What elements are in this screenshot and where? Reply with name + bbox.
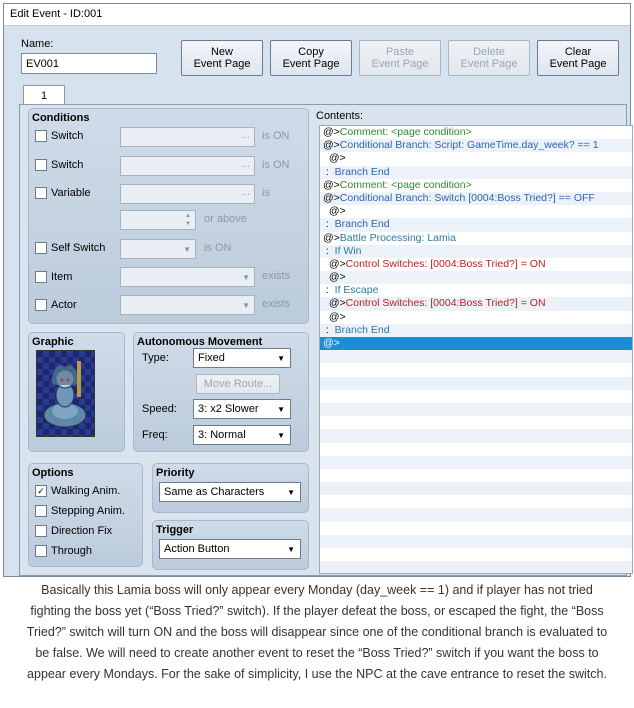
empty-line xyxy=(320,469,632,482)
command-text: Comment: <page condition> xyxy=(339,178,472,191)
delete-page-label-2: Event Page xyxy=(460,58,518,70)
command-prefix: @> xyxy=(323,297,346,310)
clear-page-label-2: Event Page xyxy=(549,58,607,70)
switch1-field[interactable] xyxy=(120,127,255,147)
switch1-checkbox[interactable] xyxy=(35,128,83,144)
self-switch-label: Self Switch xyxy=(51,242,106,254)
empty-line xyxy=(320,548,632,561)
clear-page-label-1: Clear xyxy=(564,46,592,58)
variable-field[interactable] xyxy=(120,184,255,204)
empty-line xyxy=(320,495,632,508)
checkbox-box xyxy=(35,525,47,537)
command-line[interactable] xyxy=(320,139,632,152)
caption-text: Basically this Lamia boss will only appear every Monday (day_week == 1) and if player has not tried fighting the boss yet (“Boss Tried?” switch). If the player defeat the boss, or escaped the fight, the “Boss Tried?” switch will turn ON and the boss will disappear since one of the conditional branch is evaluated to be false. We will need to create another event to reset the “Boss Tried?” switch if you want the boss to appear every Mondays. For the sake of simplicity, I use the NPC at the cave entrance to reset the switch. xyxy=(26,583,608,681)
self-switch-select[interactable] xyxy=(120,239,196,259)
command-prefix: : xyxy=(323,165,335,178)
command-prefix: : xyxy=(323,284,335,297)
trigger-title: Trigger xyxy=(156,524,194,536)
command-prefix: @> xyxy=(323,139,340,152)
chevron-down-icon: ▼ xyxy=(242,273,250,282)
speed-select[interactable] xyxy=(193,399,291,419)
command-prefix: : xyxy=(323,218,335,231)
paste-page-label-2: Event Page xyxy=(371,58,429,70)
conditions-panel xyxy=(28,108,309,324)
command-text: Battle Processing: Lamia xyxy=(339,231,456,244)
move-route-button[interactable]: Move Route... xyxy=(196,374,280,394)
command-prefix: @> xyxy=(323,231,340,244)
delete-page-label-1: Delete xyxy=(473,46,505,58)
new-event-page-button[interactable] xyxy=(181,40,263,76)
empty-line xyxy=(320,508,632,521)
empty-line xyxy=(320,377,632,390)
command-text: Branch End xyxy=(334,323,390,336)
command-line[interactable] xyxy=(320,258,632,271)
empty-line xyxy=(320,416,632,429)
command-prefix: @> xyxy=(323,191,340,204)
chevron-down-icon: ▼ xyxy=(277,431,285,440)
paste-event-page-button[interactable] xyxy=(359,40,441,76)
command-line[interactable] xyxy=(320,205,632,218)
command-prefix: @> xyxy=(323,126,340,138)
variable-checkbox[interactable] xyxy=(35,185,91,201)
checkbox-box xyxy=(35,130,47,142)
tab-page-1[interactable]: 1 xyxy=(23,85,65,105)
type-value: Fixed xyxy=(198,352,225,364)
command-line[interactable] xyxy=(320,166,632,179)
command-prefix: @> xyxy=(323,257,346,270)
command-text: Branch End xyxy=(334,218,390,231)
command-prefix: : xyxy=(323,323,335,336)
conditions-title: Conditions xyxy=(32,112,90,124)
graphic-title: Graphic xyxy=(32,336,74,348)
command-line[interactable] xyxy=(320,311,632,324)
command-text: If Escape xyxy=(334,284,379,297)
priority-select[interactable] xyxy=(159,482,301,502)
variable-suffix: is xyxy=(262,187,270,199)
options-panel xyxy=(28,463,143,567)
command-line[interactable] xyxy=(320,297,632,310)
checkbox-box xyxy=(35,485,47,497)
checkbox-box xyxy=(35,187,47,199)
contents-list[interactable] xyxy=(319,125,633,574)
command-line[interactable] xyxy=(320,192,632,205)
switch2-suffix: is ON xyxy=(262,159,290,171)
command-text: If Win xyxy=(334,244,362,257)
command-prefix: @> xyxy=(323,337,340,349)
checkbox-box xyxy=(35,242,47,254)
switch2-field[interactable] xyxy=(120,156,255,176)
actor-select[interactable] xyxy=(120,295,255,315)
command-text: Conditional Branch: Switch [0004:Boss Tried?] == OFF xyxy=(339,191,595,204)
command-prefix: : xyxy=(323,244,335,257)
empty-line xyxy=(320,561,632,574)
check-icon: ✓ xyxy=(37,485,45,496)
priority-panel xyxy=(152,463,309,513)
switch1-suffix: is ON xyxy=(262,130,290,142)
ellipsis-icon: ... xyxy=(241,130,250,141)
trigger-select[interactable] xyxy=(159,539,301,559)
checkbox-box xyxy=(35,159,47,171)
command-prefix: @> xyxy=(323,310,346,323)
type-label: Type: xyxy=(142,352,169,364)
self-switch-checkbox[interactable] xyxy=(35,240,105,256)
name-label: Name: xyxy=(21,38,54,50)
paste-page-label-1: Paste xyxy=(385,46,415,58)
command-line[interactable] xyxy=(320,271,632,284)
item-select[interactable] xyxy=(120,267,255,287)
edit-event-window xyxy=(3,3,631,577)
direction-fix-label: Direction Fix xyxy=(51,525,113,537)
stepping-anim-checkbox[interactable] xyxy=(35,503,125,519)
clear-event-page-button[interactable] xyxy=(537,40,619,76)
graphic-panel xyxy=(28,332,125,452)
new-page-label-1: New xyxy=(210,46,233,58)
item-label: Item xyxy=(51,271,73,283)
actor-checkbox[interactable] xyxy=(35,297,77,313)
command-text: Branch End xyxy=(334,165,390,178)
switch2-label: Switch xyxy=(51,159,84,171)
checkbox-box xyxy=(35,299,47,311)
freq-label: Freq: xyxy=(142,429,168,441)
chevron-down-icon: ▼ xyxy=(242,301,250,310)
through-checkbox[interactable] xyxy=(35,543,92,559)
event-graphic[interactable] xyxy=(36,350,95,437)
priority-title: Priority xyxy=(156,467,195,479)
name-input[interactable] xyxy=(21,53,157,74)
command-line[interactable] xyxy=(320,284,632,297)
copy-page-label-1: Copy xyxy=(298,46,324,58)
command-line[interactable] xyxy=(320,324,632,337)
spin-up-icon: ▲ xyxy=(185,213,191,219)
self-switch-suffix: is ON xyxy=(204,242,232,254)
command-line[interactable] xyxy=(320,152,632,165)
command-line[interactable] xyxy=(320,179,632,192)
command-prefix: @> xyxy=(323,178,340,191)
autonomous-movement-panel xyxy=(133,332,309,452)
command-line[interactable] xyxy=(320,337,632,350)
ellipsis-icon: ... xyxy=(241,187,250,198)
empty-line xyxy=(320,522,632,535)
speed-value: 3: x2 Slower xyxy=(198,403,259,415)
speed-label: Speed: xyxy=(142,403,177,415)
priority-value: Same as Characters xyxy=(164,486,265,498)
empty-line xyxy=(320,429,632,442)
walking-anim-checkbox[interactable] xyxy=(35,483,120,499)
empty-line xyxy=(320,363,632,376)
chevron-down-icon: ▼ xyxy=(287,545,295,554)
walking-anim-label: Walking Anim. xyxy=(51,485,121,497)
item-checkbox[interactable] xyxy=(35,269,72,285)
chevron-down-icon: ▼ xyxy=(287,488,295,497)
chevron-down-icon: ▼ xyxy=(277,405,285,414)
contents-label: Contents: xyxy=(316,110,364,122)
freq-value: 3: Normal xyxy=(198,429,246,441)
empty-line xyxy=(320,456,632,469)
stepping-anim-label: Stepping Anim. xyxy=(51,505,125,517)
trigger-panel xyxy=(152,520,309,570)
command-line[interactable] xyxy=(320,245,632,258)
item-suffix: exists xyxy=(262,270,291,282)
command-text: Control Switches: [0004:Boss Tried?] = ON xyxy=(345,257,546,270)
command-text: Comment: <page condition> xyxy=(339,126,472,138)
window-title: Edit Event - ID:001 xyxy=(4,4,630,26)
trigger-value: Action Button xyxy=(164,543,230,555)
chevron-down-icon: ▼ xyxy=(277,354,285,363)
stepper-icon xyxy=(185,212,191,228)
options-title: Options xyxy=(32,467,74,479)
chevron-down-icon: ▼ xyxy=(183,245,191,254)
lamia-sprite-icon xyxy=(37,351,94,436)
command-line[interactable] xyxy=(320,126,632,139)
ellipsis-icon: ... xyxy=(241,159,250,170)
empty-line xyxy=(320,482,632,495)
empty-line xyxy=(320,350,632,363)
empty-line xyxy=(320,403,632,416)
empty-line xyxy=(320,535,632,548)
actor-suffix: exists xyxy=(262,298,291,310)
new-page-label-2: Event Page xyxy=(193,58,251,70)
switch2-checkbox[interactable] xyxy=(35,157,83,173)
command-prefix: @> xyxy=(323,271,346,284)
autonomous-title: Autonomous Movement xyxy=(137,336,263,348)
type-select[interactable] xyxy=(193,348,291,368)
spin-down-icon: ▼ xyxy=(185,221,191,227)
empty-line xyxy=(320,443,632,456)
empty-line xyxy=(320,390,632,403)
copy-event-page-button[interactable] xyxy=(270,40,352,76)
delete-event-page-button[interactable] xyxy=(448,40,530,76)
checkbox-box xyxy=(35,271,47,283)
actor-label: Actor xyxy=(51,299,77,311)
direction-fix-checkbox[interactable] xyxy=(35,523,112,539)
command-line[interactable] xyxy=(320,218,632,231)
through-label: Through xyxy=(51,545,92,557)
checkbox-box xyxy=(35,545,47,557)
checkbox-box xyxy=(35,505,47,517)
variable-label: Variable xyxy=(51,187,91,199)
command-prefix: @> xyxy=(323,205,346,218)
variable-value-stepper[interactable] xyxy=(120,210,196,230)
command-text: Conditional Branch: Script: GameTime.day_week? == 1 xyxy=(339,139,599,152)
freq-select[interactable] xyxy=(193,425,291,445)
copy-page-label-2: Event Page xyxy=(282,58,340,70)
command-text: Control Switches: [0004:Boss Tried?] = ON xyxy=(345,297,546,310)
switch1-label: Switch xyxy=(51,130,84,142)
command-prefix: @> xyxy=(323,152,346,165)
variable-or-above: or above xyxy=(204,213,247,225)
command-line[interactable] xyxy=(320,232,632,245)
